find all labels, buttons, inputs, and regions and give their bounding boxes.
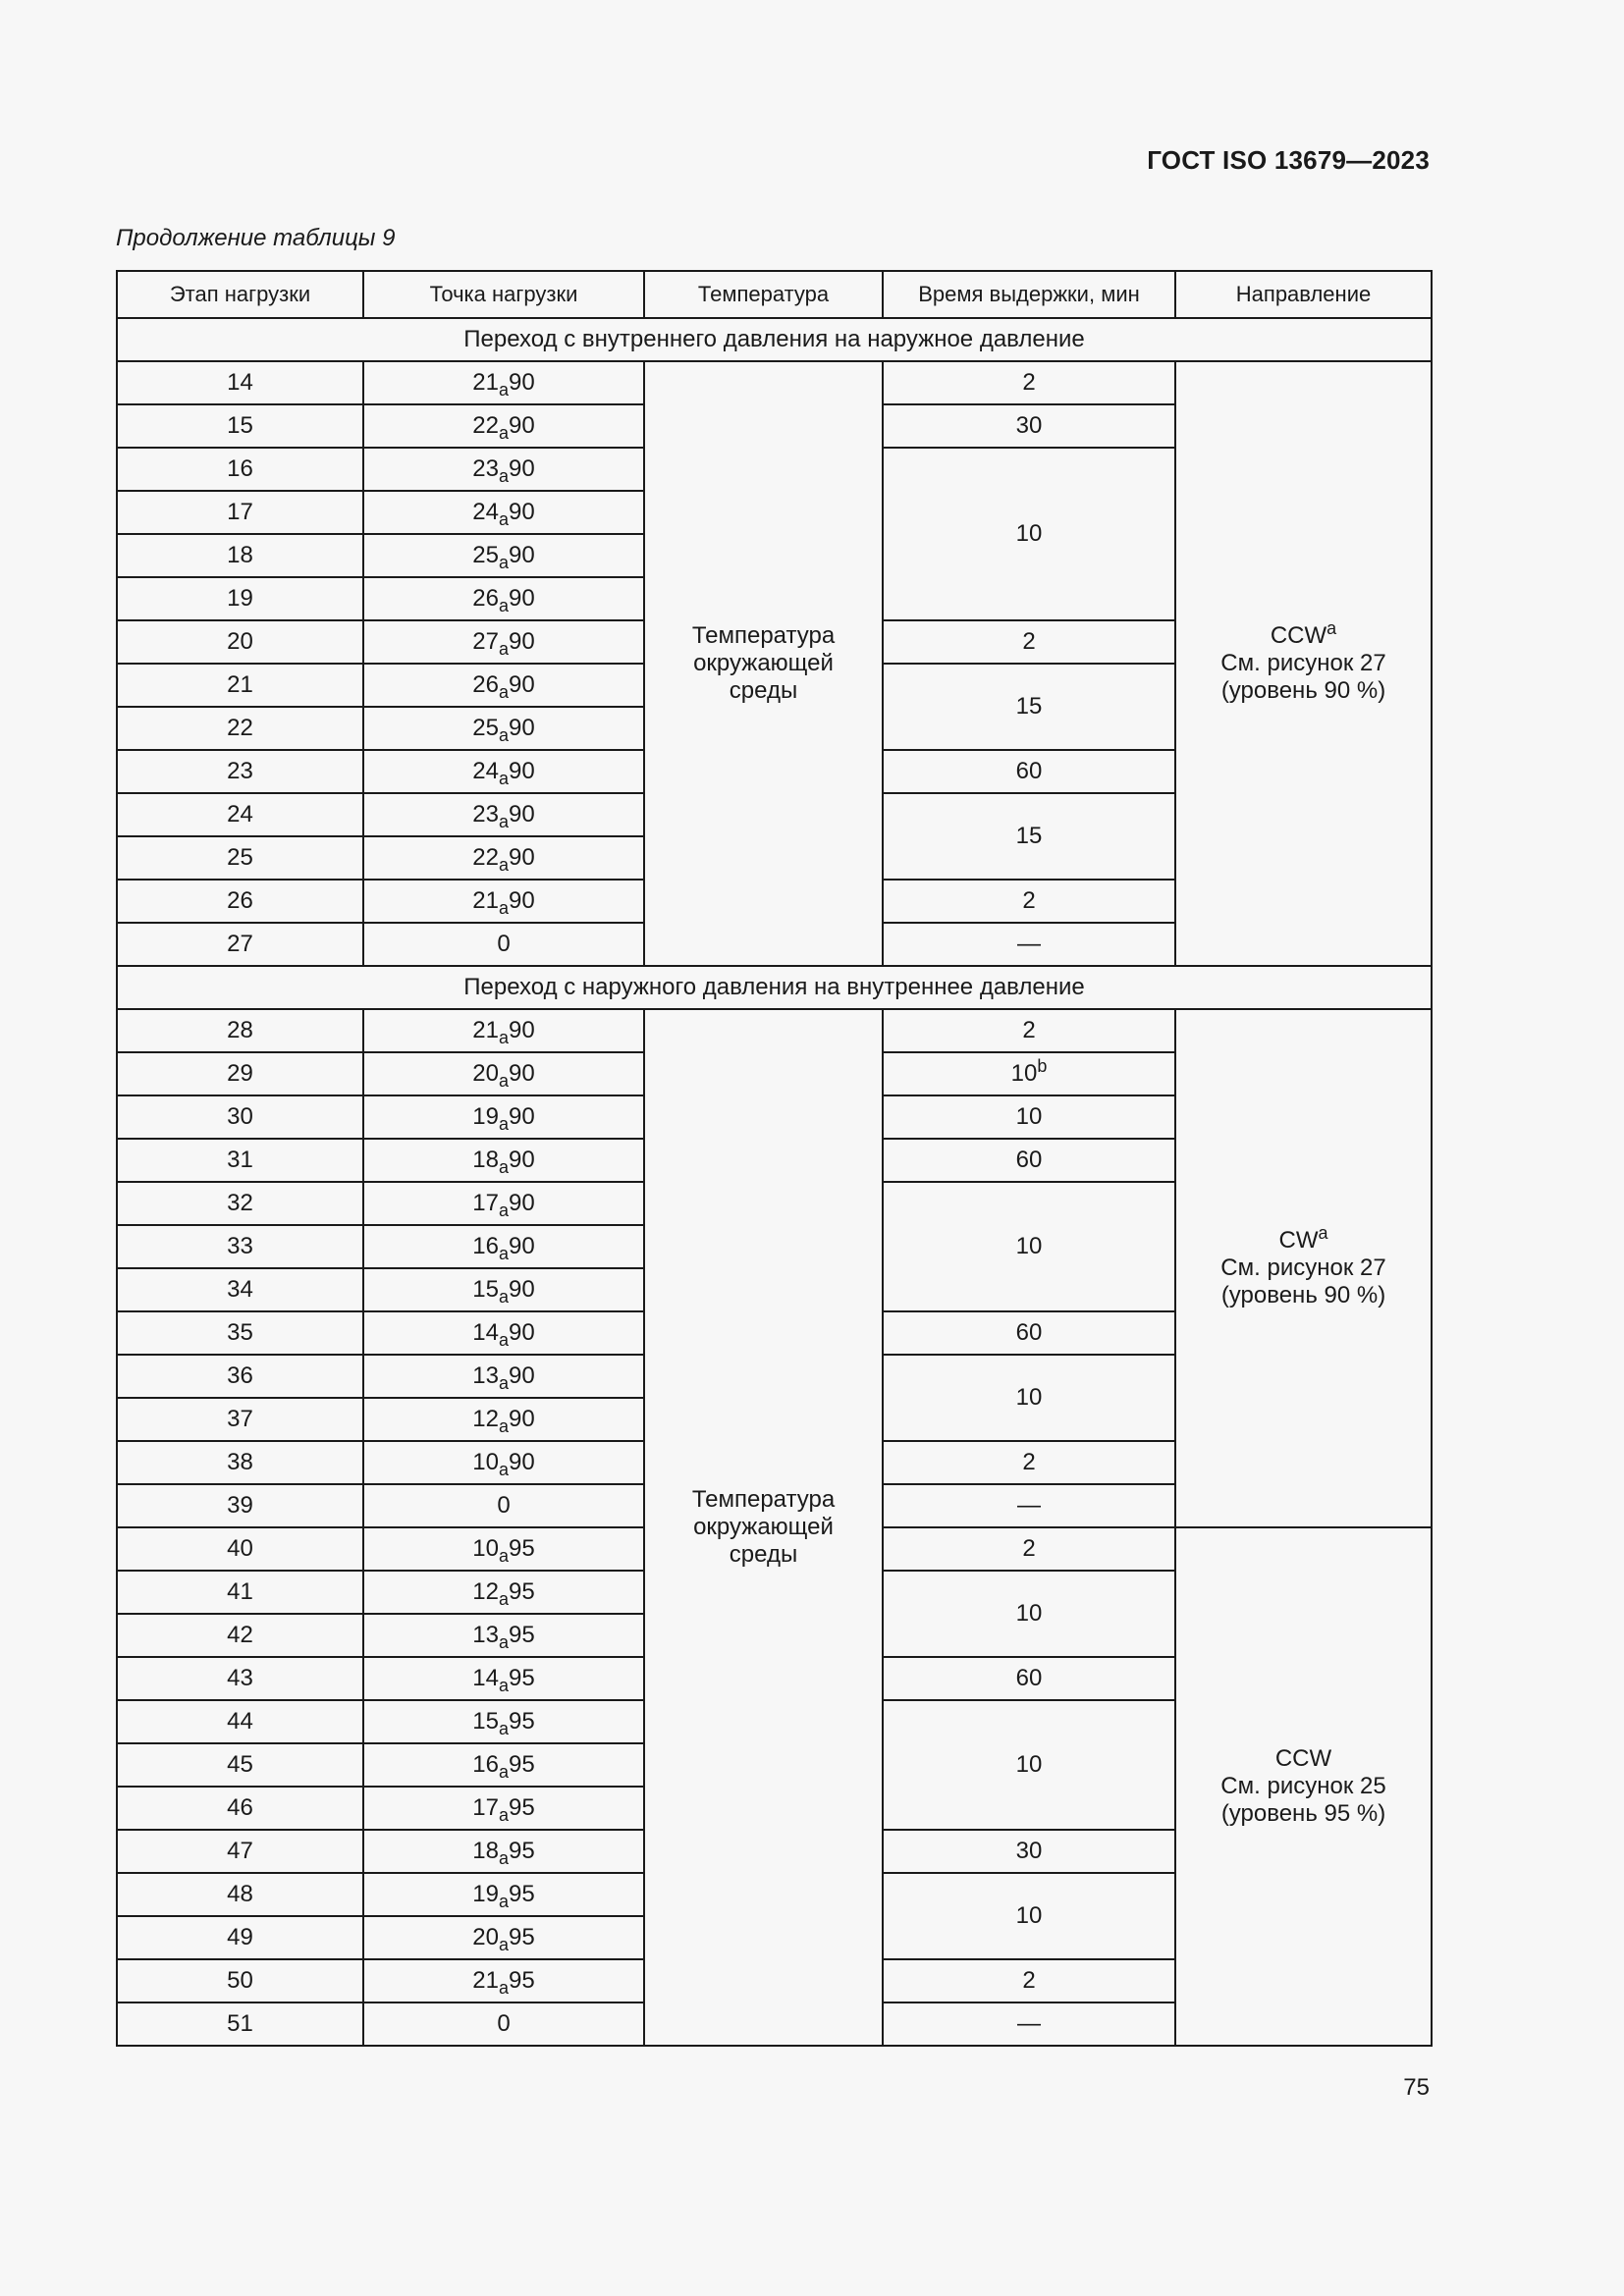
stage-cell: 28 <box>117 1009 363 1052</box>
hold-time-cell: 15 <box>883 664 1175 750</box>
load-point-cell: $23_a90$ <box>363 793 644 836</box>
hold-time-cell: 2 <box>883 1009 1175 1052</box>
load-point-cell: $17_a90$ <box>363 1182 644 1225</box>
load-point-cell: $19_a90$ <box>363 1095 644 1139</box>
stage-cell: 43 <box>117 1657 363 1700</box>
temperature-cell: Температура окружающей среды <box>644 361 883 966</box>
hold-time-cell: 60 <box>883 1311 1175 1355</box>
load-point-cell: 0 <box>363 1484 644 1527</box>
hold-time-cell: 10 <box>883 448 1175 620</box>
hold-time-cell: 2 <box>883 1959 1175 2002</box>
stage-cell: 26 <box>117 880 363 923</box>
hold-time-cell: 30 <box>883 404 1175 448</box>
load-point-cell: $12_a95$ <box>363 1571 644 1614</box>
table-caption: Продолжение таблицы 9 <box>116 225 396 251</box>
load-point-cell: $21_a90$ <box>363 880 644 923</box>
stage-cell: 31 <box>117 1139 363 1182</box>
section-title-row <box>117 318 1432 361</box>
load-point-cell: $16_a90$ <box>363 1225 644 1268</box>
hold-time-cell: — <box>883 923 1175 966</box>
stage-cell: 48 <box>117 1873 363 1916</box>
stage-cell: 44 <box>117 1700 363 1743</box>
stage-cell: 50 <box>117 1959 363 2002</box>
load-point-cell: $10_a95$ <box>363 1527 644 1571</box>
stage-cell: 25 <box>117 836 363 880</box>
header-stage: Этап нагрузки <box>117 271 363 318</box>
hold-time-cell: 10 <box>883 1182 1175 1311</box>
table-row <box>117 1009 1432 1052</box>
stage-cell: 34 <box>117 1268 363 1311</box>
stage-cell: 16 <box>117 448 363 491</box>
hold-time-cell: 10 <box>883 1873 1175 1959</box>
load-point-cell: $20_a95$ <box>363 1916 644 1959</box>
header-hold-time: Время выдержки, мин <box>883 271 1175 318</box>
load-point-cell: $24_a90$ <box>363 491 644 534</box>
stage-cell: 22 <box>117 707 363 750</box>
page-number: 75 <box>1403 2074 1430 2101</box>
load-point-cell: $15_a95$ <box>363 1700 644 1743</box>
stage-cell: 40 <box>117 1527 363 1571</box>
hold-time-cell: 15 <box>883 793 1175 880</box>
load-point-cell: $22_a90$ <box>363 836 644 880</box>
hold-time-cell: 10 <box>883 1700 1175 1830</box>
load-point-cell: $25_a90$ <box>363 534 644 577</box>
hold-time-cell: 60 <box>883 1139 1175 1182</box>
load-point-cell: $25_a90$ <box>363 707 644 750</box>
stage-cell: 24 <box>117 793 363 836</box>
stage-cell: 30 <box>117 1095 363 1139</box>
load-point-cell: $26_a90$ <box>363 664 644 707</box>
load-point-cell: $20_a90$ <box>363 1052 644 1095</box>
header-direction: Направление <box>1175 271 1432 318</box>
load-point-cell: $21_a95$ <box>363 1959 644 2002</box>
direction-cell: $CW^a$ См. рисунок 27 (уровень 90 %) <box>1175 1009 1432 1527</box>
hold-time-cell: — <box>883 2002 1175 2046</box>
table-row <box>117 361 1432 404</box>
stage-cell: 39 <box>117 1484 363 1527</box>
hold-time-cell: — <box>883 1484 1175 1527</box>
hold-time-cell: 2 <box>883 1441 1175 1484</box>
section-title-row <box>117 966 1432 1009</box>
load-point-cell: $14_a95$ <box>363 1657 644 1700</box>
stage-cell: 41 <box>117 1571 363 1614</box>
hold-time-cell: 2 <box>883 880 1175 923</box>
load-point-cell: $23_a90$ <box>363 448 644 491</box>
stage-cell: 45 <box>117 1743 363 1787</box>
stage-cell: 37 <box>117 1398 363 1441</box>
stage-cell: 42 <box>117 1614 363 1657</box>
direction-cell: CCW$^a$ См. рисунок 27 (уровень 90 %) <box>1175 361 1432 966</box>
stage-cell: 21 <box>117 664 363 707</box>
stage-cell: 47 <box>117 1830 363 1873</box>
stage-cell: 20 <box>117 620 363 664</box>
hold-time-cell: 30 <box>883 1830 1175 1873</box>
load-point-cell: $24_a90$ <box>363 750 644 793</box>
stage-cell: 32 <box>117 1182 363 1225</box>
stage-cell: 19 <box>117 577 363 620</box>
load-point-cell: $14_a90$ <box>363 1311 644 1355</box>
table-body <box>117 318 1432 2046</box>
load-point-cell: $10_a90$ <box>363 1441 644 1484</box>
table-header-row <box>117 271 1432 318</box>
load-stages-table <box>116 270 1433 2047</box>
stage-cell: 36 <box>117 1355 363 1398</box>
stage-cell: 27 <box>117 923 363 966</box>
load-point-cell: $26_a90$ <box>363 577 644 620</box>
load-point-cell: 0 <box>363 923 644 966</box>
temperature-cell: Температура окружающей среды <box>644 1009 883 2046</box>
header-temperature: Температура <box>644 271 883 318</box>
hold-time-cell: 2 <box>883 620 1175 664</box>
hold-time-cell: 60 <box>883 750 1175 793</box>
stage-cell: 18 <box>117 534 363 577</box>
hold-time-cell: 10 <box>883 1355 1175 1441</box>
stage-cell: 17 <box>117 491 363 534</box>
stage-cell: 23 <box>117 750 363 793</box>
stage-cell: 14 <box>117 361 363 404</box>
load-point-cell: $22_a90$ <box>363 404 644 448</box>
hold-time-cell: 10 <box>883 1095 1175 1139</box>
stage-cell: 51 <box>117 2002 363 2046</box>
stage-cell: 38 <box>117 1441 363 1484</box>
load-point-cell: $18_a95$ <box>363 1830 644 1873</box>
header-load-point: Точка нагрузки <box>363 271 644 318</box>
load-point-cell: $18_a90$ <box>363 1139 644 1182</box>
section-title: Переход с наружного давления на внутреннее давление <box>117 966 1432 1009</box>
document-id: ГОСТ ISO 13679—2023 <box>1147 145 1430 175</box>
load-point-cell: $13_a90$ <box>363 1355 644 1398</box>
stage-cell: 35 <box>117 1311 363 1355</box>
load-point-cell: $21_a90$ <box>363 1009 644 1052</box>
load-point-cell: 0 <box>363 2002 644 2046</box>
load-point-cell: $21_a90$ <box>363 361 644 404</box>
stage-cell: 49 <box>117 1916 363 1959</box>
load-point-cell: $17_a95$ <box>363 1787 644 1830</box>
load-point-cell: $16_a95$ <box>363 1743 644 1787</box>
hold-time-cell: 10 <box>883 1571 1175 1657</box>
direction-cell: CCW См. рисунок 25 (уровень 95 %) <box>1175 1527 1432 2046</box>
load-point-cell: $27_a90$ <box>363 620 644 664</box>
load-point-cell: $19_a95$ <box>363 1873 644 1916</box>
hold-time-cell: 10$^b$ <box>883 1052 1175 1095</box>
stage-cell: 33 <box>117 1225 363 1268</box>
hold-time-cell: 2 <box>883 361 1175 404</box>
load-point-cell: $13_a95$ <box>363 1614 644 1657</box>
hold-time-cell: 60 <box>883 1657 1175 1700</box>
load-point-cell: $12_a90$ <box>363 1398 644 1441</box>
stage-cell: 29 <box>117 1052 363 1095</box>
load-point-cell: $15_a90$ <box>363 1268 644 1311</box>
section-title: Переход с внутреннего давления на наружное давление <box>117 318 1432 361</box>
stage-cell: 15 <box>117 404 363 448</box>
stage-cell: 46 <box>117 1787 363 1830</box>
hold-time-cell: 2 <box>883 1527 1175 1571</box>
